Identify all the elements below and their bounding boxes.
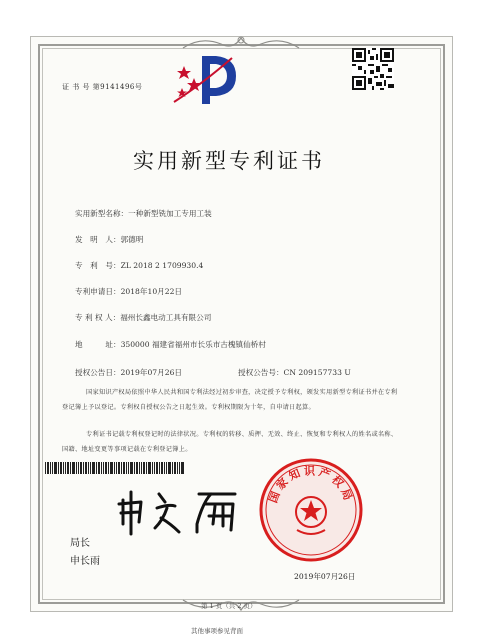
field-utility-model-name — [75, 208, 212, 219]
field-value: 福州长鑫电动工具有限公司 — [120, 313, 212, 322]
grant-date: 授权公告日：2019年07月26日 — [75, 368, 182, 377]
director-title: 局长 — [70, 538, 90, 549]
qr-code — [352, 48, 394, 90]
field-value: 郭德明 — [120, 235, 144, 244]
field-value: 350000 福建省福州市长乐市古槐镇仙桥村 — [120, 340, 266, 349]
register-statement: 专利证书记载专利权登记时的法律状况。专利权的转移、质押、无效、终止、恢复和专利权人的姓名或名称、国籍、地址变更等事项记载在专利登记簿上。 — [62, 431, 398, 453]
field-inventor — [75, 234, 143, 245]
field-label: 发 明 人： — [75, 235, 121, 244]
cnipa-logo-icon — [172, 50, 242, 106]
field-label: 专 利 权 人： — [75, 313, 121, 322]
field-patentee — [75, 312, 211, 323]
certificate-number: 证 书 号 第9141496号 — [62, 83, 143, 91]
field-label: 专利申请日： — [75, 287, 121, 296]
page-indicator: 第 1 页（共 2 页） — [201, 602, 257, 610]
seal-text: 国家知识产权局 — [266, 464, 356, 505]
field-address — [75, 339, 266, 350]
field-patent-number — [75, 260, 203, 271]
field-label: 地 址： — [75, 340, 121, 349]
seal-date: 2019年07月26日 — [294, 572, 356, 581]
field-value: 2018年10月22日 — [120, 287, 182, 296]
footer-note: 其他事项参见背面 — [191, 627, 243, 635]
grant-statement: 国家知识产权局依照中华人民共和国专利法经过初步审查，决定授予专利权，颁发实用新型专利证书并在专利登记簿上予以登记。专利权自授权公告之日起生效。专利权期限为十年，自申请日起算。 — [62, 389, 398, 411]
field-application-date — [75, 286, 182, 297]
grant-number: 授权公告号：CN 209157733 U — [238, 368, 351, 377]
director-name: 申长雨 — [70, 556, 100, 567]
director-signature — [113, 484, 248, 536]
field-value: 一种新型铣加工专用工装 — [128, 209, 212, 218]
field-label: 实用新型名称： — [75, 209, 129, 218]
official-seal — [257, 456, 365, 564]
certificate-title: 实用新型专利证书 — [133, 149, 325, 173]
field-value: ZL 2018 2 1709930.4 — [120, 261, 204, 270]
field-label: 专 利 号： — [75, 261, 121, 270]
barcode — [45, 462, 185, 474]
